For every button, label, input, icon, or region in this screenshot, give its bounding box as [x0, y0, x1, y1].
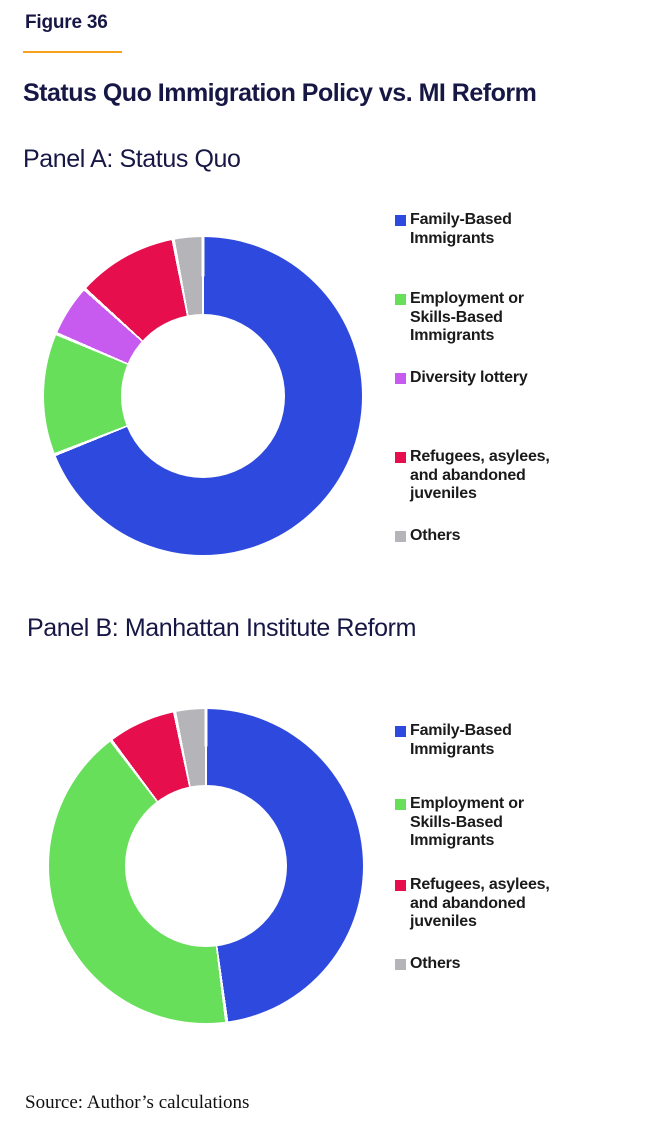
panel-a-donut-chart — [44, 237, 362, 555]
legend-swatch-icon — [395, 959, 406, 970]
legend-swatch-icon — [395, 799, 406, 810]
legend-item — [395, 527, 460, 546]
legend-label: Family-Based Immigrants — [410, 722, 512, 758]
panel-b-donut-chart — [49, 709, 363, 1023]
source-note: Source: Author’s calculations — [25, 1092, 250, 1113]
legend-label: Employment or Skills-Based Immigrants — [410, 795, 524, 849]
legend-swatch-icon — [395, 880, 406, 891]
legend-item — [395, 448, 550, 504]
legend-swatch-icon — [395, 294, 406, 305]
legend-swatch-icon — [395, 452, 406, 463]
legend-item — [395, 369, 528, 388]
legend-item — [395, 955, 460, 974]
legend-label: Others — [410, 955, 461, 972]
legend-label: Refugees, asylees, and abandoned juveniles — [410, 448, 550, 502]
legend-label: Refugees, asylees, and abandoned juveniles — [410, 876, 550, 930]
panel-b-title: Panel B: Manhattan Institute Reform — [27, 614, 416, 642]
legend-item — [395, 876, 550, 932]
legend-swatch-icon — [395, 373, 406, 384]
legend-item — [395, 290, 524, 346]
legend-item — [395, 795, 524, 851]
panel-b-legend — [395, 722, 645, 1002]
panel-a-title: Panel A: Status Quo — [23, 145, 241, 173]
legend-swatch-icon — [395, 726, 406, 737]
legend-label: Diversity lottery — [410, 369, 528, 386]
legend-swatch-icon — [395, 215, 406, 226]
legend-label: Others — [410, 527, 461, 544]
legend-label: Family-Based Immigrants — [410, 211, 512, 247]
legend-item — [395, 722, 512, 759]
legend-label: Employment or Skills-Based Immigrants — [410, 290, 524, 344]
legend-swatch-icon — [395, 531, 406, 542]
figure-title: Status Quo Immigration Policy vs. MI Reform — [23, 79, 537, 107]
panel-a-legend — [395, 211, 645, 571]
legend-item — [395, 211, 512, 248]
figure-number-label: Figure 36 — [25, 12, 108, 33]
accent-rule — [23, 51, 122, 53]
